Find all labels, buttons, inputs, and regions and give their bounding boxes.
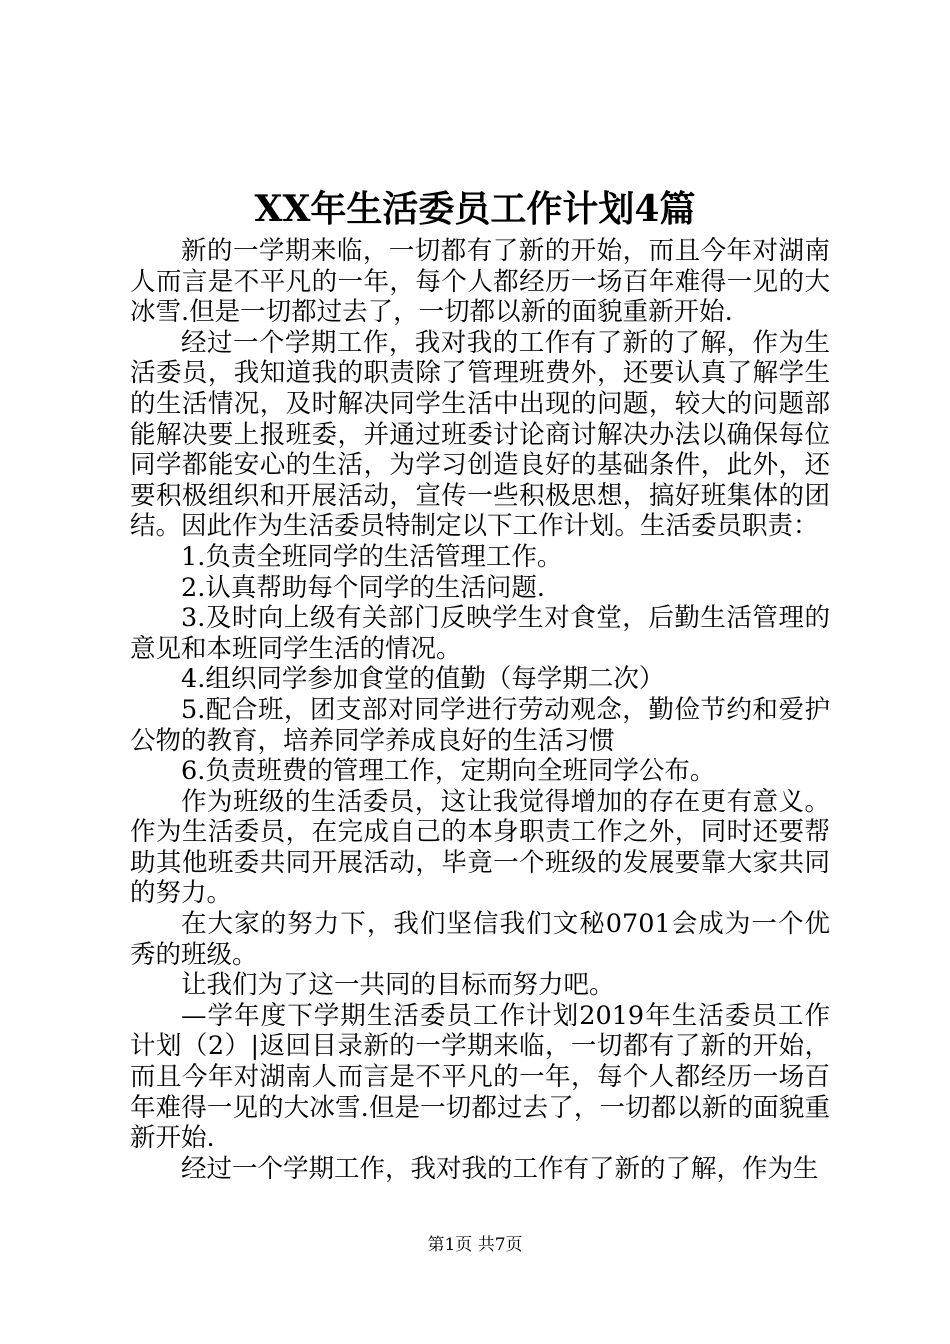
document-title: XX年生活委员工作计划4篇 [254,188,696,230]
paragraph: 经过一个学期工作，我对我的工作有了新的了解，作为生 [181,1153,819,1184]
list-item: 4.组织同学参加食堂的值勤（每学期二次） [181,664,665,695]
list-item: 5.配合班，团支部对同学进行劳动观念，勤俭节约和爱护公物的教育，培养同学养成良好的生活习惯 [130,694,830,756]
paragraph: 经过一个学期工作，我对我的工作有了新的了解，作为生活委员，我知道我的职责除了管理班费外，还要认真了解学生的生活情况，及时解决同学生活中出现的问题，较大的问题部能解决要上报班委，并通过班委讨论商讨解决办法以确保每位同学都能安心的生活，为学习创造良好的基础条件，此外，还要积极组织和开展活动，宣传一些积极思想，搞好班集体的团结。因此作为生活委员特制定以下工作计划。生活委员职责： [130,327,830,542]
list-item: 1.负责全班同学的生活管理工作。 [181,541,563,572]
list-item: 3.及时向上级有关部门反映学生对食堂，后勤生活管理的意见和本班同学生活的情况。 [130,603,830,664]
paragraph: 在大家的努力下，我们坚信我们文秘0701会成为一个优秀的班级。 [130,909,830,970]
document-body [130,236,830,1184]
page-indicator: 第1页 共7页 [427,1235,523,1255]
paragraph: 作为班级的生活委员，这让我觉得增加的存在更有意义。作为生活委员，在完成自己的本身职责工作之外，同时还要帮助其他班委共同开展活动，毕竟一个班级的发展要靠大家共同的努力。 [130,786,830,909]
paragraph: 新的一学期来临，一切都有了新的开始，而且今年对湖南人而言是不平凡的一年，每个人都经历一场百年难得一见的大冰雪.但是一切都过去了，一切都以新的面貌重新开始. [130,236,830,328]
paragraph: —学年度下学期生活委员工作计划2019年生活委员工作计划（2）|返回目录新的一学期来临，一切都有了新的开始，而且今年对湖南人而言是不平凡的一年，每个人都经历一场百年难得一见的大冰雪.但是一切都过去了，一切都以新的面貌重新开始. [130,1000,830,1154]
list-item: 6.负责班费的管理工作，定期向全班同学公布。 [181,756,716,787]
list-item: 2.认真帮助每个同学的生活问题. [181,572,545,603]
paragraph: 让我们为了这一共同的目标而努力吧。 [181,970,615,1001]
